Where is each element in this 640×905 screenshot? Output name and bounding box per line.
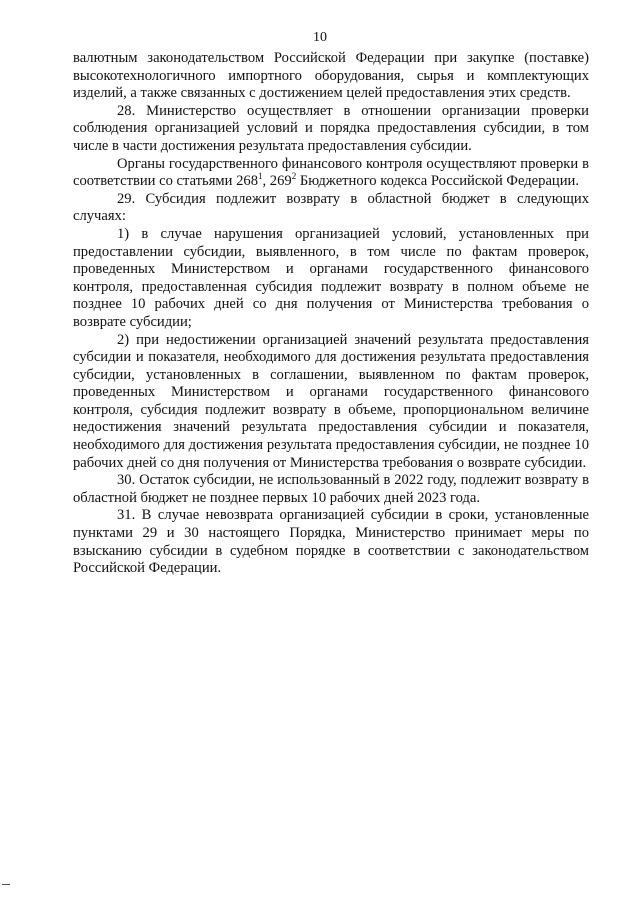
paragraph-text-part: , 269 [262,173,292,190]
paragraph-continuation: валютным законодательством Российской Федерации при закупке (поставке) высокотехнологичного импортного оборудования, сырья и комплектующих изделий, а также связанных с достижением целей предоставления этих средств. [73,50,589,102]
paragraph-control-bodies [73,156,589,191]
paragraph-31: 31. В случае невозврата организацией субсидии в сроки, установленные пунктами 29 и 30 настоящего Порядка, Министерство принимает меры по взысканию субсидии в судебном порядке в соответствии с законодательством Российской Федерации. [73,507,589,577]
paragraph-28: 28. Министерство осуществляет в отношении организации проверки соблюдения организацией условий и порядка предоставления субсидии, в том числе в части достижения результата предоставления субсидии. [73,102,589,154]
document-body [73,50,589,578]
paragraph-30: 30. Остаток субсидии, не использованный в 2022 году, подлежит возврату в областной бюджет не позднее первых 10 рабочих дней 2023 года. [73,472,589,506]
page-number: 10 [313,30,327,45]
paragraph-29-item-1: 1) в случае нарушения организацией условий, установленных при предоставлении субсидии, выявленного, в том числе по фактам проверок, проведенных Министерством и органами государственного финансового контроля, предоставленная субсидия подлежит возврату в полном объеме не позднее 10 рабочих дней со дня получения от Министерства требования о возврате субсидии; [73,225,589,330]
paragraph-text-part: Бюджетного кодекса Российской Федерации. [296,173,579,190]
superscript-2: 2 [291,171,297,182]
paragraph-text-part: Органы государственного финансового контроля осуществляют проверки в соответствии со статьями 268 [73,155,589,190]
paragraph-29: 29. Субсидия подлежит возврату в областной бюджет в следующих случаях: [73,190,589,225]
superscript-1: 1 [258,171,263,182]
paragraph-29-item-2: 2) при недостижении организацией значений результата предоставления субсидии и показателя, необходимого для достижения результата предоставления субсидии, установленных в соглашении, выявленном по фактам проверок, проведенных Министерством и органами государственного финансового контроля, субсидия подлежит возврату в объеме, пропорциональном величине недостижения значений результата предоставления субсидии и показателя, необходимого для достижения результата предоставления субсидии, не позднее 10 рабочих дней со дня получения от Министерства требования о возврате субсидии. [73,331,589,471]
scan-mark [2,884,10,885]
